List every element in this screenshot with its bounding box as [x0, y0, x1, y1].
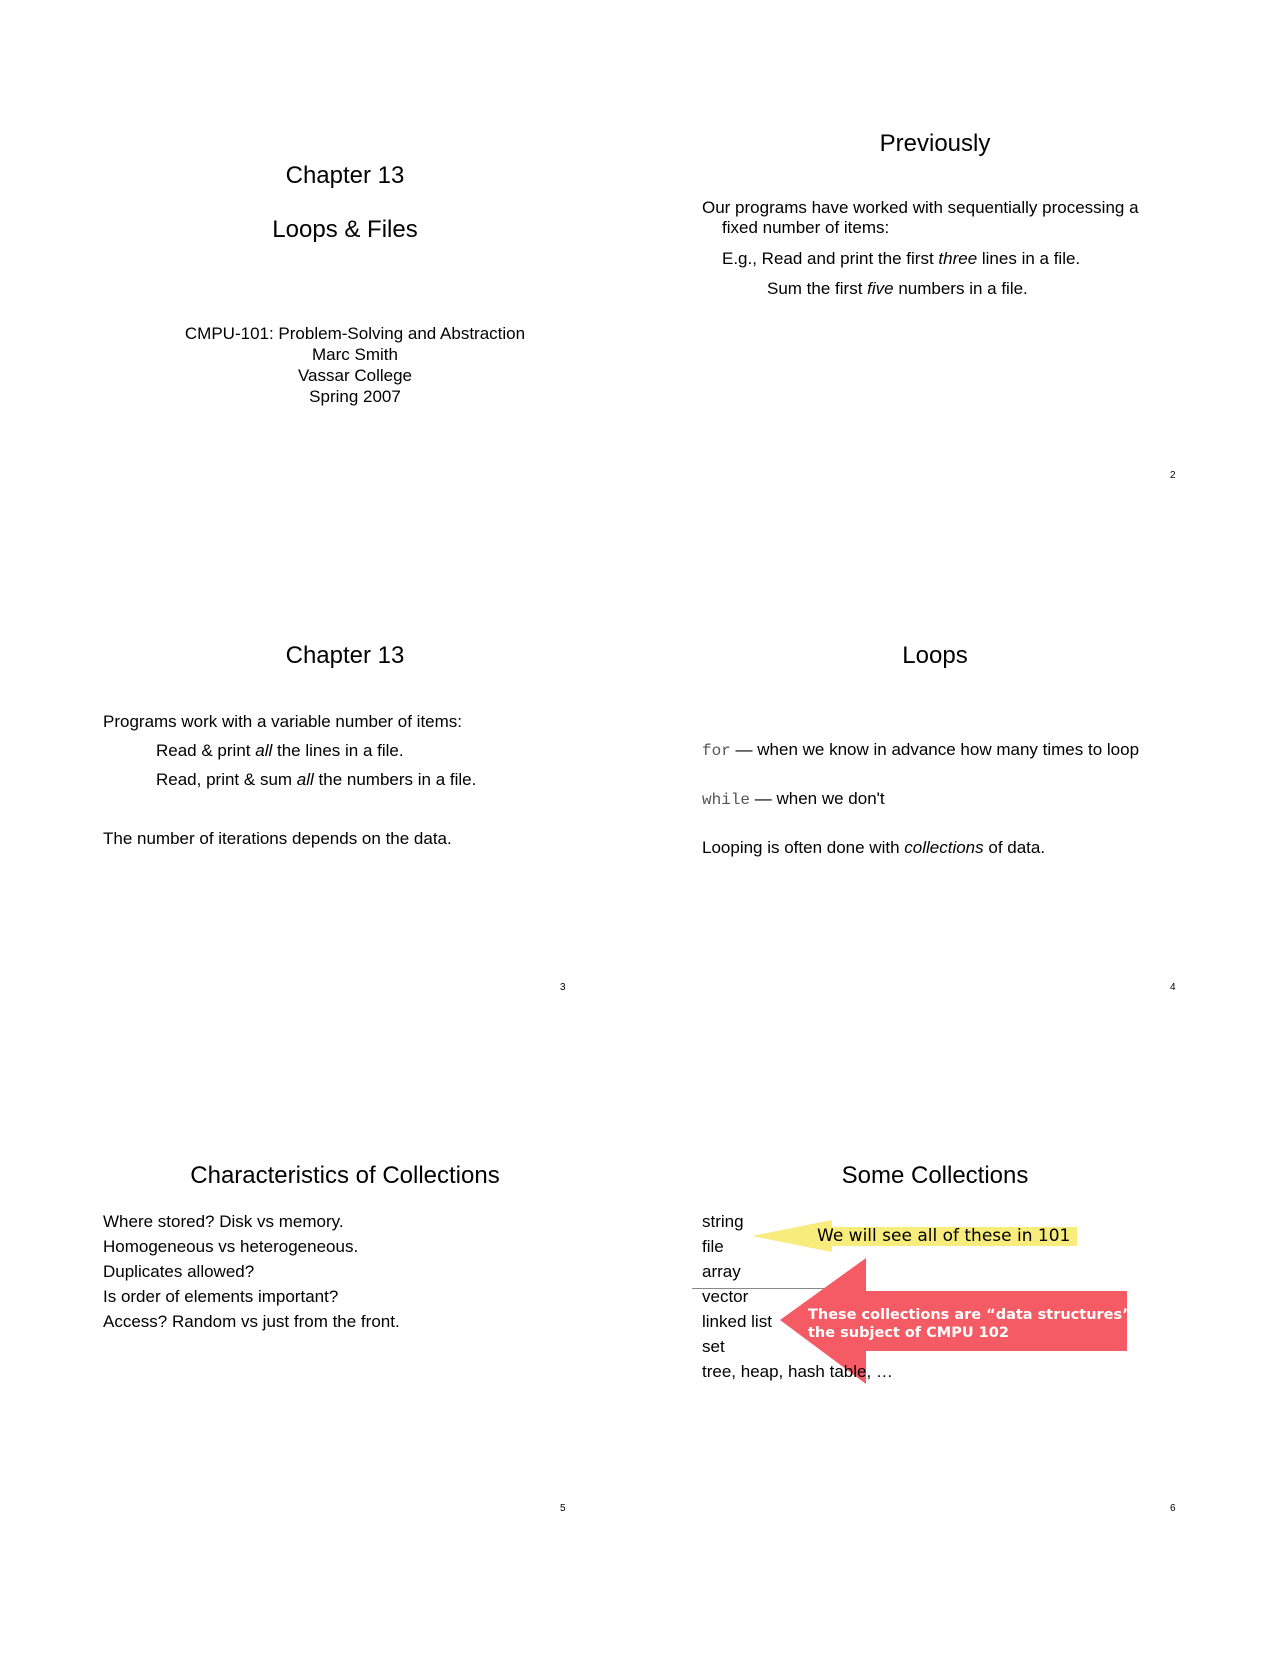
slide-6: [630, 1160, 1240, 1660]
page-number: 2: [1170, 470, 1176, 481]
example-text: Sum the first: [767, 279, 868, 298]
code-keyword: for: [702, 742, 731, 760]
item-text: the lines in a file.: [272, 741, 404, 760]
body-text: Looping is often done with: [702, 838, 905, 857]
body-line: The number of iterations depends on the data.: [103, 829, 452, 848]
emphasis-text: five: [867, 279, 894, 298]
list-item: set: [702, 1337, 725, 1356]
body-text: — when we don't: [750, 789, 885, 808]
body-line: Programs work with a variable number of items:: [103, 712, 463, 731]
slide-3: [40, 640, 650, 1140]
slide-4: [630, 640, 1240, 1140]
list-item: string: [702, 1212, 744, 1231]
red-callout-text: [808, 1306, 1137, 1342]
slide-title: Characteristics of Collections: [190, 1162, 500, 1189]
emphasis-text: all: [296, 770, 314, 789]
code-keyword: while: [702, 791, 751, 809]
page-number: 4: [1170, 982, 1176, 993]
item-text: Read, print & sum: [156, 770, 297, 789]
red-callout-line: the subject of CMPU 102: [808, 1325, 1009, 1341]
example-line: [767, 279, 1028, 299]
page-number: 6: [1170, 1503, 1176, 1514]
slide-title: Some Collections: [841, 1162, 1029, 1189]
page-number: 5: [560, 1503, 566, 1514]
example-text: numbers in a file.: [893, 279, 1028, 298]
body-line: fixed number of items:: [722, 218, 890, 237]
list-item: Access? Random vs just from the front.: [103, 1312, 400, 1331]
slide-title: Chapter 13: [285, 642, 405, 669]
example-text: E.g., Read and print the first: [722, 249, 939, 268]
slide-2: [630, 120, 1240, 620]
list-item: linked list: [702, 1312, 772, 1331]
item-text: the numbers in a file.: [313, 770, 477, 789]
list-item: file: [702, 1237, 724, 1256]
body-line: [702, 838, 1045, 858]
title-info-block: [40, 323, 670, 407]
list-item: [156, 741, 404, 761]
emphasis-text: three: [938, 249, 978, 268]
yellow-callout-text: We will see all of these in 101: [817, 1226, 1071, 1246]
author-name: Marc Smith: [312, 345, 398, 364]
slide-title: Loops: [902, 642, 968, 669]
red-callout-line: These collections are “data structures”,: [808, 1307, 1138, 1323]
list-item: vector: [702, 1287, 749, 1306]
institution-name: Vassar College: [297, 366, 413, 385]
list-item: array: [702, 1262, 741, 1281]
list-item: Is order of elements important?: [103, 1287, 339, 1306]
example-line: [722, 249, 1080, 269]
body-line: Our programs have worked with sequentially processing a: [702, 198, 1139, 217]
while-line: [702, 789, 885, 809]
list-item: tree, heap, hash table, …: [702, 1362, 893, 1381]
example-text: lines in a file.: [977, 249, 1081, 268]
term: Spring 2007: [309, 387, 401, 406]
course-name: CMPU-101: Problem-Solving and Abstraction: [184, 324, 526, 343]
slide-1: [40, 120, 650, 620]
slide-subtitle: Loops & Files: [272, 216, 418, 243]
for-line: [702, 740, 1139, 760]
body-text: — when we know in advance how many times to loop: [730, 740, 1140, 759]
emphasis-text: all: [255, 741, 273, 760]
list-item: [156, 770, 476, 790]
slide-5: [40, 1160, 650, 1660]
body-text: of data.: [983, 838, 1046, 857]
slide-title: Previously: [879, 130, 991, 157]
item-text: Read & print: [156, 741, 256, 760]
slide-title: Chapter 13: [285, 162, 405, 189]
emphasis-text: collections: [904, 838, 984, 857]
list-item: Where stored? Disk vs memory.: [103, 1212, 344, 1231]
list-item: Duplicates allowed?: [103, 1262, 255, 1281]
page-number: 3: [560, 982, 566, 993]
list-item: Homogeneous vs heterogeneous.: [103, 1237, 359, 1256]
